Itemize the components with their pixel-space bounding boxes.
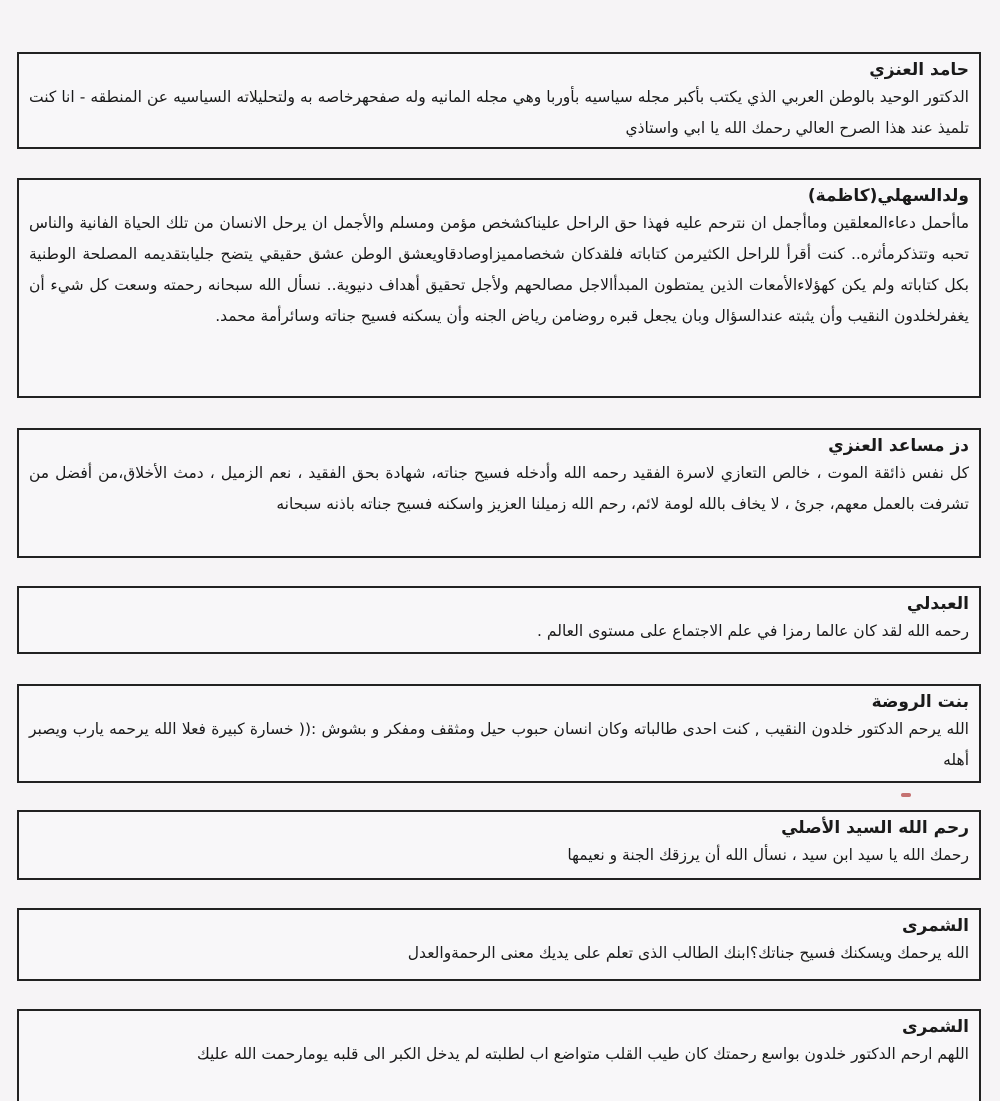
comment-text: الدكتور الوحيد بالوطن العربي الذي يكتب بأكبر مجله سياسيه بأوربا وهي مجله المانيه وله صفحهرخاصه به ولتحليلاته السياسيه عن المنطقه - انا كنت تلميذ عند هذا الصرح العالي رحمك الله يا ابي واستاذي xyxy=(29,88,969,137)
comment-author: حامد العنزي xyxy=(869,60,969,80)
comment-text: ماأحمل دعاءالمعلقين وماأجمل ان نترحم عليه فهذا حق الراحل عليناكشخص مؤمن ومسلم والأجمل ان يرحل الانسان من تلك الحياة الفانية والناس تحبه وتتذكرمأثره.. كنت أقرأ للراحل الكثيرمن كتاباته فلقدكان شخصامميزاوصادقاويعشق الوطن عشق حقيقي يتضح جليابتقديمه المصلحة الوطنية بكل كتاباته ولم يكن كهؤلاءالأمعات الذين يمتطون المبدأالاجل مصالحهم ولأجل تحقيق أهداف دنيوية.. نسأل الله سبحانه رحمته وسعت كل شيء أن يغفرلخلدون النقيب وأن يثبته عندالسؤال وبان يجعل قبره روضامن رياض الجنه وأن يسكنه فسيح جناته وسائرأمة محمد. xyxy=(29,214,969,325)
comment-card xyxy=(17,684,981,783)
comment-author: الشمرى xyxy=(901,1017,969,1037)
comment-author: العبدلي xyxy=(906,594,969,614)
comment-card xyxy=(17,428,981,558)
comment-text: الله يرحم الدكتور خلدون النقيب , كنت احدى طالباته وكان انسان حبوب حيل ومثقف ومفكر و بشوش :(( خسارة كبيرة فعلا الله يرحمه يارب ويصبر أهله xyxy=(29,720,969,769)
comment-card xyxy=(17,1009,981,1101)
comment-text: كل نفس ذائقة الموت ، خالص التعازي لاسرة الفقيد رحمه الله وأدخله فسيح جناته، شهادة بحق الفقيد ، نعم الزميل ، دمث الأخلاق،من أفضل من تشرفت بالعمل معهم، جرئ ، لا يخاف بالله لومة لائم، رحم الله زميلنا العزيز واسكنه فسيح جناته باذنه سبحانه xyxy=(29,464,969,513)
comment-card xyxy=(17,178,981,398)
comment-card xyxy=(17,52,981,149)
comment-author: رحم الله السيد الأصلي xyxy=(781,818,969,838)
comment-author: الشمرى xyxy=(901,916,969,936)
comment-author: ولدالسهلي(كاظمة) xyxy=(807,186,969,206)
ink-mark xyxy=(901,793,911,797)
comment-card xyxy=(17,586,981,654)
comment-text: رحمه الله لقد كان عالما رمزا في علم الاجتماع على مستوى العالم . xyxy=(537,622,969,640)
comment-card xyxy=(17,810,981,880)
comment-card xyxy=(17,908,981,981)
comment-author: بنت الروضة xyxy=(871,692,969,712)
comment-text: الله يرحمك ويسكنك فسيح جناتك؟ابنك الطالب الذى تعلم على يديك معنى الرحمةوالعدل xyxy=(407,944,969,962)
comment-text: رحمك الله يا سيد ابن سيد ، نسأل الله أن يرزقك الجنة و نعيمها xyxy=(567,846,969,864)
comment-author: دز مساعد العنزي xyxy=(828,436,969,456)
comment-text: اللهم ارحم الدكتور خلدون بواسع رحمتك كان طيب القلب متواضع اب لطلبته لم يدخل الكبر الى قلبه يومارحمت الله عليك xyxy=(196,1045,969,1063)
